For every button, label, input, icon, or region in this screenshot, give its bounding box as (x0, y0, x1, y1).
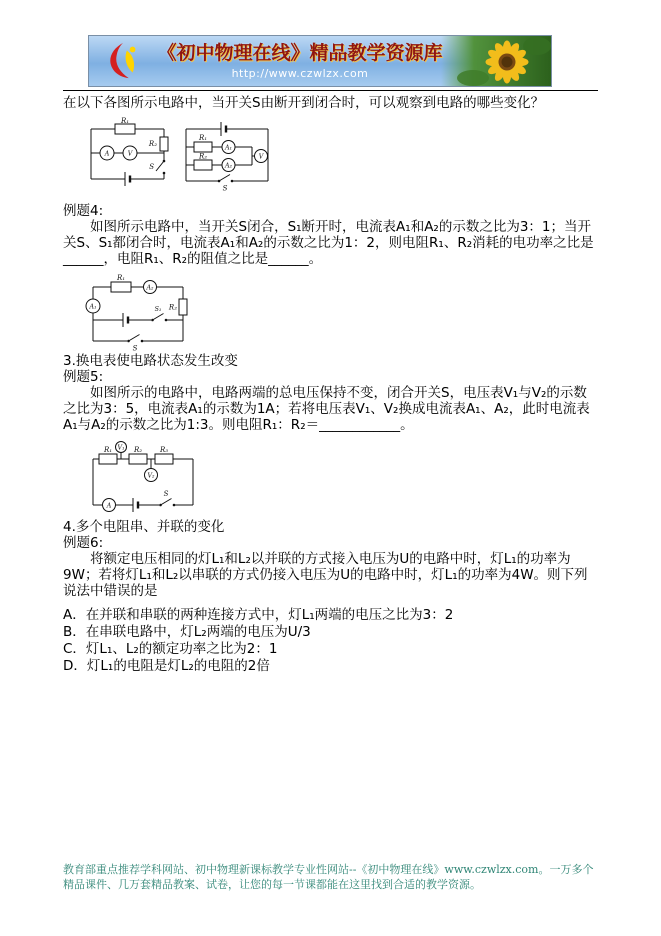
switch-s-label: S (163, 490, 169, 498)
ammeter-a-label: A (104, 150, 110, 158)
example5-figure (85, 441, 599, 515)
resistor-r1 (194, 142, 212, 152)
ammeter-a-label: A (106, 502, 112, 510)
switch-s1-lever (153, 314, 164, 321)
figure-circuit-2 (180, 117, 275, 193)
resistor-r2-label: R₂ (148, 140, 157, 148)
resistor-r3-label: R₃ (159, 446, 169, 454)
logo-yellow-flame (126, 51, 135, 73)
resistor-r1-label: R₁ (120, 117, 130, 125)
resistor-r1-label: R₁ (116, 274, 126, 283)
banner-title: 《初中物理在线》精品教学资源库 (157, 42, 443, 64)
resistor-r1 (111, 282, 131, 292)
option-b: B．在串联电路中，灯L₂两端的电压为U/3 (63, 624, 311, 640)
logo-yellow-dot (130, 47, 136, 53)
site-banner (88, 35, 552, 87)
intro-question: 在以下各图所示电路中，当开关S由断开到闭合时，可以观察到电路的哪些变化？ (63, 95, 545, 111)
option-d: D．灯L₁的电阻是灯L₂的电阻的2倍 (63, 658, 270, 674)
switch-s-lever (129, 335, 140, 342)
leaf (523, 37, 551, 55)
page-footer: 教育部重点推荐学科网站、初中物理新课标教学专业性网站--《初中物理在线》www.czwlzx.com。一万多个精品课件、几万套精品教案、试卷，让您的每一节课都能在这里找到合适的教学资源。 (63, 863, 594, 891)
switch-s-label: S (222, 184, 228, 193)
ammeter-a1-label: A₁ (89, 303, 97, 311)
voltmeter-v-label: V (258, 153, 264, 161)
example5-body: 如图所示的电路中，电路两端的总电压保持不变，闭合开关S，电压表V₁与V₂的示数之比为3：5，电流表A₁的示数为1A；若将电压表V₁、V₂换成电流表A₁、A₂，此时电流表A₁与A₂的示数之比为1:3。则电阻R₁：R₂＝____________。 (63, 385, 590, 433)
example6-body: 将额定电压相同的灯L₁和L₂以并联的方式接入电压为U的电路中时，灯L₁的功率为9W；若将灯L₁和L₂以串联的方式仍接入电压为U的电路中时，灯L₁的功率为4W。则下列说法中错误的是 (63, 551, 588, 599)
figure-circuit-3 (85, 273, 190, 353)
sunflower-center-core (502, 57, 513, 68)
example4-body: 如图所示电路中，当开关S闭合，S₁断开时，电流表A₁和A₂的示数之比为3：1；当开关S、S₁都闭合时，电流表A₁和A₂的示数之比为1：2，则电阻R₁、R₂消耗的电功率之比是______，电阻R₁、R₂的阻值之比是______。 (63, 219, 594, 267)
sunflower-image (441, 36, 551, 86)
switch-s-lever (219, 175, 230, 182)
example4-label: 例题4: (63, 203, 104, 219)
ammeter-a2-label: A₂ (224, 162, 233, 170)
option-c: C．灯L₁、L₂的额定功率之比为2：1 (63, 641, 278, 657)
example4-figure (85, 273, 599, 353)
resistor-r2-label: R₂ (168, 303, 177, 312)
intro-figures (85, 117, 599, 195)
switch-s-contact (141, 340, 144, 343)
option-a: A．在并联和串联的两种连接方式中，灯L₁两端的电压之比为3：2 (63, 607, 454, 623)
switch-s1-contact (165, 319, 168, 322)
resistor-r1 (99, 454, 117, 464)
resistor-r3 (155, 454, 173, 464)
switch-s1-label: S₁ (154, 306, 162, 313)
resistor-r1-label: R₁ (103, 446, 113, 454)
switch-s-label: S (149, 163, 154, 171)
resistor-r1 (115, 124, 135, 134)
leaf (457, 70, 489, 86)
resistor-r2 (129, 454, 147, 464)
section3-heading: 3.换电表使电路状态发生改变 (63, 353, 238, 369)
switch-s-contact (173, 504, 176, 507)
resistor-r2 (194, 160, 212, 170)
resistor-r2 (179, 299, 187, 315)
figure-circuit-1 (85, 117, 170, 195)
document-body (63, 95, 599, 675)
resistor-r2-label: R₂ (133, 446, 143, 454)
voltmeter-v2-label: V₂ (147, 472, 155, 480)
site-logo-icon (103, 40, 145, 82)
example5-label: 例题5: (63, 369, 104, 385)
resistor-r1-label: R₁ (198, 134, 208, 142)
voltmeter-v1-label: V₁ (117, 444, 125, 452)
resistor-r2-label: R₂ (198, 152, 208, 161)
banner-url: http://www.czwlzx.com (231, 67, 369, 80)
ammeter-a2-label: A₂ (146, 284, 154, 292)
example6-options (63, 607, 599, 675)
figure-circuit-4 (85, 441, 200, 515)
switch-s-lever (156, 161, 164, 171)
ammeter-a1-label: A₁ (224, 144, 233, 152)
switch-s-contact (163, 172, 166, 175)
section4-heading: 4.多个电阻串、并联的变化 (63, 519, 225, 535)
example6-label: 例题6: (63, 535, 104, 551)
switch-s-label: S (132, 344, 138, 353)
banner-text-block (147, 40, 453, 80)
header-divider (63, 90, 598, 91)
voltmeter-v-label: V (127, 150, 133, 158)
circuit-wires (93, 287, 183, 341)
resistor-r2 (160, 137, 168, 151)
switch-s-lever (161, 499, 172, 506)
switch-s-contact (231, 180, 234, 183)
